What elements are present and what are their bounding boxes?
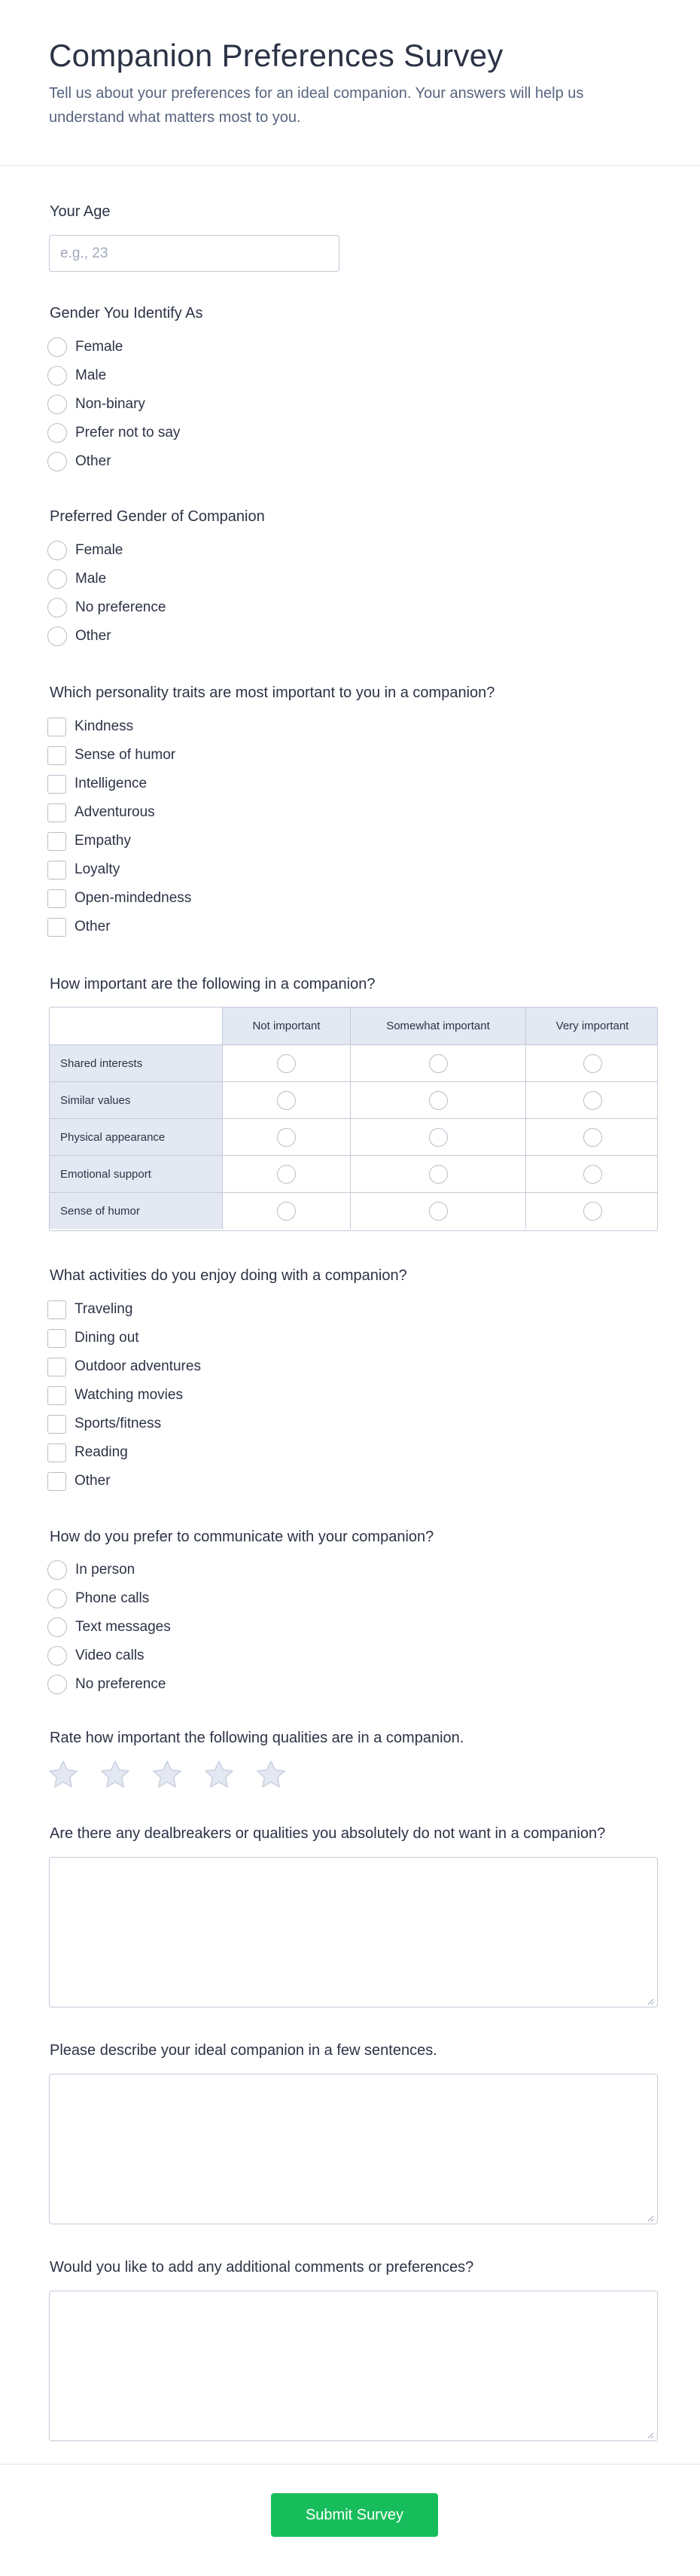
matrix-row-header: Physical appearance	[50, 1118, 222, 1155]
matrix-column-header: Somewhat important	[350, 1008, 525, 1045]
age-input[interactable]	[49, 235, 339, 272]
radio-button[interactable]	[429, 1128, 448, 1147]
matrix-cell[interactable]	[525, 1081, 658, 1118]
age-label: Your Age	[50, 203, 111, 220]
activity-option[interactable]: Watching movies	[47, 1385, 183, 1406]
gender-option[interactable]: Male	[47, 365, 106, 386]
radio-button[interactable]	[47, 452, 67, 471]
communication-option[interactable]: Video calls	[47, 1645, 145, 1666]
radio-button[interactable]	[583, 1054, 602, 1073]
radio-button[interactable]	[583, 1165, 602, 1184]
matrix-cell[interactable]	[222, 1192, 350, 1229]
checkbox[interactable]	[47, 775, 66, 794]
checkbox[interactable]	[47, 1443, 66, 1462]
star-icon[interactable]	[151, 1758, 184, 1791]
matrix-cell[interactable]	[525, 1044, 658, 1081]
radio-button[interactable]	[583, 1128, 602, 1147]
communication-option[interactable]: In person	[47, 1559, 135, 1581]
matrix-cell[interactable]	[525, 1118, 658, 1155]
radio-button[interactable]	[47, 423, 67, 443]
checkbox[interactable]	[47, 718, 66, 736]
radio-button[interactable]	[583, 1202, 602, 1221]
matrix-corner	[50, 1008, 222, 1045]
trait-option[interactable]: Adventurous	[47, 802, 155, 823]
dealbreakers-textarea[interactable]	[49, 1857, 658, 2007]
rating-label: Rate how important the following qualities are in a companion.	[50, 1730, 464, 1746]
preferred-gender-label: Preferred Gender of Companion	[50, 508, 265, 525]
ideal-companion-textarea[interactable]	[49, 2074, 658, 2224]
dealbreakers-label: Are there any dealbreakers or qualities you absolutely do not want in a companion?	[50, 1825, 606, 1842]
ideal-companion-label: Please describe your ideal companion in a few sentences.	[50, 2042, 437, 2059]
activity-option[interactable]: Traveling	[47, 1299, 132, 1320]
preferred-gender-option[interactable]: Female	[47, 540, 123, 561]
star-rating	[47, 1758, 306, 1791]
matrix-cell[interactable]	[525, 1155, 658, 1192]
resize-grip-icon[interactable]	[647, 2431, 654, 2439]
matrix-column-header: Very important	[525, 1008, 658, 1045]
matrix-cell[interactable]	[350, 1192, 525, 1229]
trait-option[interactable]: Intelligence	[47, 773, 147, 794]
trait-option[interactable]: Other	[47, 916, 111, 937]
form-description: Tell us about your preferences for an ideal companion. Your answers will help us understand what matters most to you.	[49, 85, 584, 126]
form-header	[0, 0, 700, 166]
checkbox[interactable]	[47, 1415, 66, 1434]
communication-option[interactable]: Phone calls	[47, 1588, 149, 1609]
resize-grip-icon[interactable]	[647, 2215, 654, 2222]
checkbox[interactable]	[47, 1358, 66, 1376]
preferred-gender-option[interactable]: Other	[47, 626, 111, 647]
radio-button[interactable]	[47, 1560, 67, 1580]
checkbox[interactable]	[47, 918, 66, 937]
form-title: Companion Preferences Survey	[49, 38, 504, 73]
trait-option[interactable]: Loyalty	[47, 859, 120, 880]
radio-button[interactable]	[277, 1165, 296, 1184]
comments-label: Would you like to add any additional comments or preferences?	[50, 2259, 474, 2276]
star-icon[interactable]	[99, 1758, 132, 1791]
star-icon[interactable]	[202, 1758, 236, 1791]
preferred-gender-option[interactable]: No preference	[47, 597, 166, 618]
matrix-cell[interactable]	[222, 1044, 350, 1081]
communication-label: How do you prefer to communicate with your companion?	[50, 1529, 434, 1545]
trait-option[interactable]: Sense of humor	[47, 745, 175, 766]
trait-option[interactable]: Open-mindedness	[47, 888, 191, 909]
radio-button[interactable]	[429, 1054, 448, 1073]
radio-button[interactable]	[47, 1589, 67, 1608]
checkbox[interactable]	[47, 1300, 66, 1319]
communication-option[interactable]: Text messages	[47, 1617, 171, 1638]
importance-matrix	[49, 1007, 658, 1231]
activity-option[interactable]: Dining out	[47, 1328, 139, 1349]
radio-button[interactable]	[47, 1646, 67, 1666]
star-icon[interactable]	[47, 1758, 80, 1791]
gender-option[interactable]: Non-binary	[47, 394, 145, 415]
communication-option[interactable]: No preference	[47, 1674, 166, 1695]
trait-option[interactable]: Kindness	[47, 716, 133, 737]
submit-button[interactable]: Submit Survey	[271, 2493, 438, 2537]
matrix-cell[interactable]	[222, 1155, 350, 1192]
activity-option[interactable]: Outdoor adventures	[47, 1356, 201, 1377]
checkbox[interactable]	[47, 746, 66, 765]
checkbox[interactable]	[47, 1472, 66, 1491]
activities-label: What activities do you enjoy doing with a companion?	[50, 1267, 407, 1284]
radio-button[interactable]	[429, 1091, 448, 1110]
checkbox[interactable]	[47, 832, 66, 851]
radio-button[interactable]	[277, 1128, 296, 1147]
comments-textarea[interactable]	[49, 2291, 658, 2441]
matrix-cell[interactable]	[222, 1081, 350, 1118]
traits-label: Which personality traits are most important to you in a companion?	[50, 684, 495, 701]
matrix-cell[interactable]	[350, 1081, 525, 1118]
preferred-gender-option[interactable]: Male	[47, 569, 106, 590]
radio-button[interactable]	[47, 395, 67, 414]
radio-button[interactable]	[47, 337, 67, 357]
matrix-cell[interactable]	[350, 1044, 525, 1081]
matrix-cell[interactable]	[525, 1192, 658, 1229]
checkbox[interactable]	[47, 803, 66, 822]
trait-option[interactable]: Empathy	[47, 831, 131, 852]
matrix-row-header: Sense of humor	[50, 1192, 222, 1229]
radio-button[interactable]	[47, 1675, 67, 1694]
form-footer	[0, 2464, 700, 2576]
matrix-column-header: Not important	[222, 1008, 350, 1045]
gender-option[interactable]: Female	[47, 337, 123, 358]
star-icon[interactable]	[254, 1758, 288, 1791]
radio-button[interactable]	[47, 541, 67, 560]
matrix-cell[interactable]	[222, 1118, 350, 1155]
radio-button[interactable]	[277, 1202, 296, 1221]
radio-button[interactable]	[47, 366, 67, 386]
gender-label: Gender You Identify As	[50, 305, 203, 322]
activity-option[interactable]: Other	[47, 1471, 111, 1492]
checkbox[interactable]	[47, 1329, 66, 1348]
checkbox[interactable]	[47, 889, 66, 908]
activity-option[interactable]: Sports/fitness	[47, 1413, 161, 1434]
radio-button[interactable]	[47, 569, 67, 589]
radio-button[interactable]	[429, 1165, 448, 1184]
matrix-label: How important are the following in a companion?	[50, 976, 376, 992]
radio-button[interactable]	[429, 1202, 448, 1221]
radio-button[interactable]	[47, 626, 67, 646]
resize-grip-icon[interactable]	[647, 1998, 654, 2005]
matrix-row-header: Similar values	[50, 1081, 222, 1118]
gender-option[interactable]: Prefer not to say	[47, 422, 180, 444]
radio-button[interactable]	[47, 1617, 67, 1637]
matrix-row-header: Emotional support	[50, 1155, 222, 1192]
matrix-row-header: Shared interests	[50, 1044, 222, 1081]
matrix-cell[interactable]	[350, 1155, 525, 1192]
activity-option[interactable]: Reading	[47, 1442, 128, 1463]
checkbox[interactable]	[47, 861, 66, 879]
checkbox[interactable]	[47, 1386, 66, 1405]
radio-button[interactable]	[47, 598, 67, 617]
radio-button[interactable]	[277, 1091, 296, 1110]
radio-button[interactable]	[277, 1054, 296, 1073]
matrix-cell[interactable]	[350, 1118, 525, 1155]
gender-option[interactable]: Other	[47, 451, 111, 472]
radio-button[interactable]	[583, 1091, 602, 1110]
